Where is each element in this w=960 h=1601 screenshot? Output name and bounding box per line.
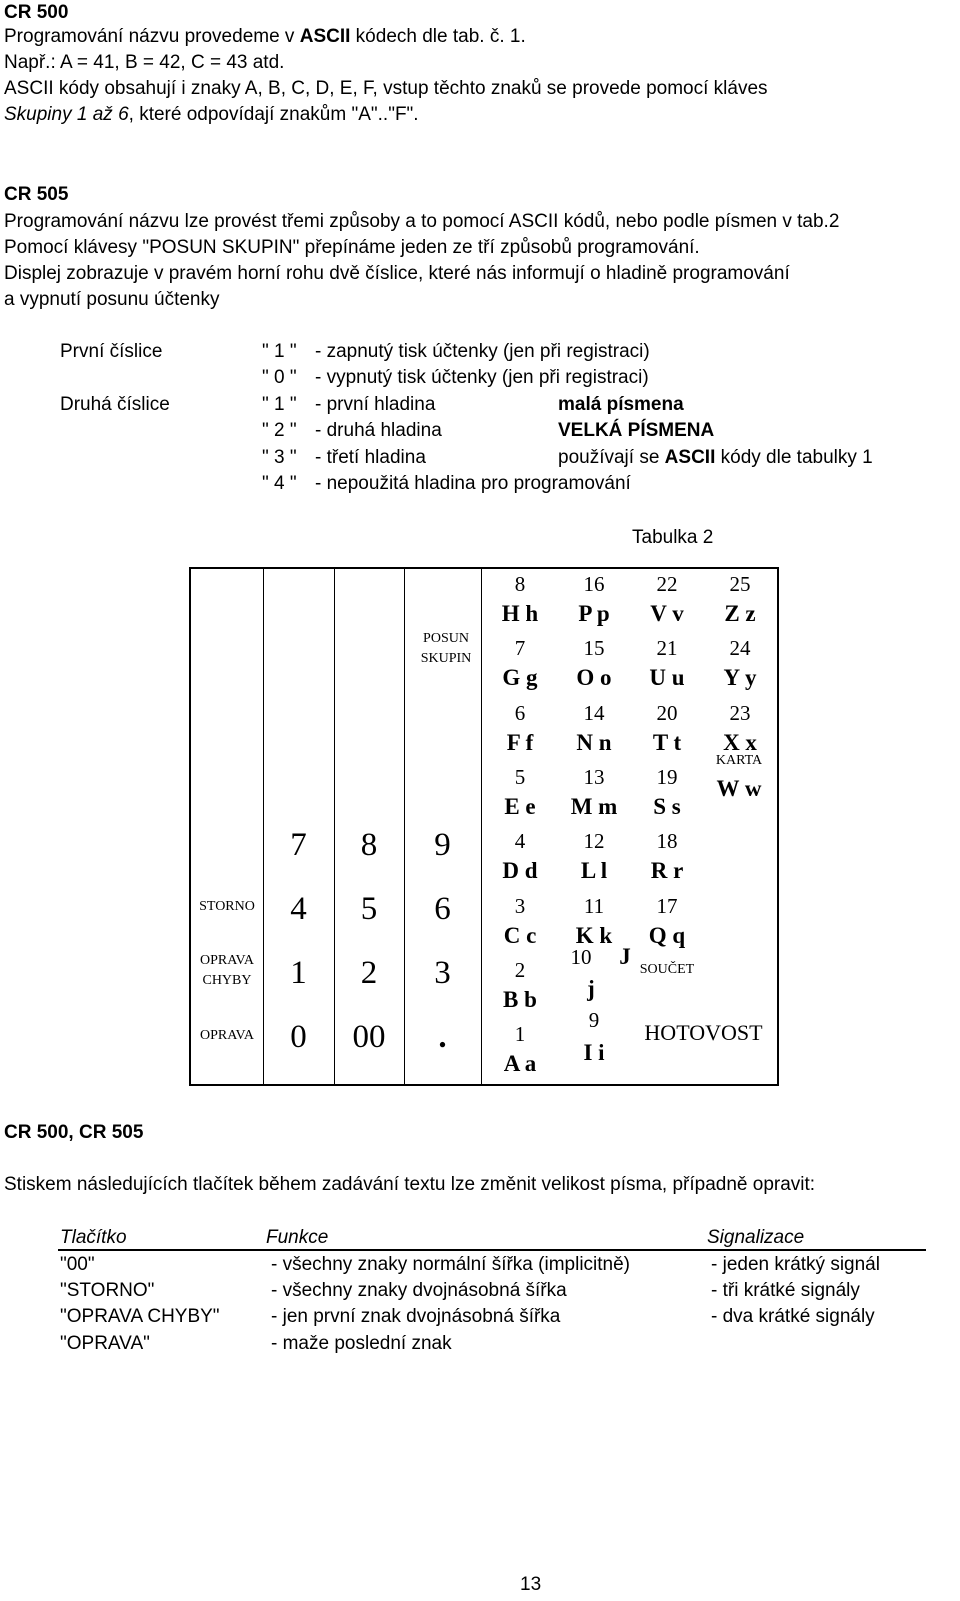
numpad-key-dot[interactable]: . bbox=[438, 1019, 447, 1055]
letter-key-letters[interactable]: C c bbox=[503, 922, 537, 948]
letter-key-number: 4 bbox=[514, 829, 526, 854]
letter-key-number: 3 bbox=[514, 893, 526, 918]
numpad-key-7[interactable]: 7 bbox=[290, 827, 307, 863]
letter-key-letters[interactable]: G g bbox=[502, 665, 538, 691]
column-header-button: Tlačítko bbox=[60, 1227, 127, 1248]
letter-key-letters[interactable]: D d bbox=[502, 858, 538, 884]
numpad-key-9[interactable]: 9 bbox=[434, 827, 451, 863]
digit-extra: VELKÁ PÍSMENA bbox=[558, 420, 715, 441]
numpad-key-0[interactable]: 0 bbox=[290, 1019, 307, 1055]
letter-key-letters[interactable]: Y y bbox=[723, 665, 757, 691]
letter-key-number: 13 bbox=[583, 764, 605, 789]
letter-key-number: 17 bbox=[656, 893, 678, 918]
table-cell: - tři krátké signály bbox=[711, 1280, 860, 1301]
letter-key-letters[interactable]: V v bbox=[650, 601, 684, 626]
letter-key-letters[interactable]: L l bbox=[580, 858, 608, 884]
letter-key-letters[interactable]: P p bbox=[578, 601, 610, 626]
letter-key-number: 8 bbox=[514, 572, 526, 596]
table-cell: - maže poslední znak bbox=[271, 1333, 452, 1354]
digit-code: " 0 " bbox=[262, 367, 297, 388]
letter-key-letters[interactable]: B b bbox=[503, 986, 537, 1012]
column-header-function: Funkce bbox=[266, 1227, 329, 1248]
text: ASCII bbox=[664, 447, 716, 468]
letter-key-letters[interactable]: R r bbox=[650, 858, 684, 884]
letter-key-number: 15 bbox=[583, 636, 605, 661]
letter-key-number: 6 bbox=[514, 700, 526, 725]
numpad-key-3[interactable]: 3 bbox=[434, 955, 451, 991]
numpad-key-1[interactable]: 1 bbox=[290, 955, 307, 991]
letter-key-letters[interactable]: Q q bbox=[648, 922, 686, 948]
text: používají se bbox=[558, 447, 665, 468]
numpad-key-00[interactable]: 00 bbox=[352, 1019, 386, 1055]
paragraph-line: Displej zobrazuje v pravém horní rohu dvě číslice, které nás informují o hladině programování bbox=[4, 263, 790, 284]
digit-code: " 1 " bbox=[262, 394, 297, 415]
table-caption: Tabulka 2 bbox=[632, 527, 714, 548]
text: kódech dle tab. č. 1. bbox=[350, 26, 526, 47]
section-heading-cr500: CR 500 bbox=[4, 2, 69, 23]
text: Programování názvu provedeme v bbox=[4, 26, 300, 47]
key-label: CHYBY bbox=[202, 973, 252, 988]
keyboard-layout-table bbox=[189, 567, 779, 1086]
letter-key-letters[interactable]: H h bbox=[501, 601, 539, 626]
key-label: SKUPIN bbox=[420, 651, 472, 666]
letter-key-9-number: 9 bbox=[588, 1008, 600, 1032]
numpad-key-6[interactable]: 6 bbox=[434, 891, 451, 927]
paragraph-line: a vypnutí posunu účtenky bbox=[4, 289, 220, 310]
paragraph-line: Programování názvu lze provést třemi způsoby a to pomocí ASCII kódů, nebo podle písmen v tab.2 bbox=[4, 211, 840, 232]
letter-key-10-number: 10 bbox=[570, 945, 592, 969]
section-heading-cr500-cr505: CR 500, CR 505 bbox=[4, 1122, 144, 1143]
table-cell: - všechny znaky dvojnásobná šířka bbox=[271, 1280, 567, 1301]
letter-key-number: 7 bbox=[514, 636, 526, 661]
letter-key-number: 12 bbox=[583, 829, 605, 854]
letter-key-letters[interactable]: T t bbox=[652, 729, 682, 755]
page-number: 13 bbox=[520, 1574, 542, 1595]
paragraph-line bbox=[4, 102, 419, 128]
letter-key-letters[interactable]: O o bbox=[576, 665, 612, 691]
letter-key-letters[interactable]: F f bbox=[506, 729, 534, 755]
numpad-key-8[interactable]: 8 bbox=[360, 827, 378, 863]
key-label: OPRAVA bbox=[200, 953, 254, 968]
digit-extra: malá písmena bbox=[558, 394, 684, 415]
section-heading-cr505: CR 505 bbox=[4, 184, 69, 205]
oprava-key[interactable]: OPRAVA bbox=[200, 1028, 254, 1043]
paragraph-line: ASCII kódy obsahují i znaky A, B, C, D, E, F, vstup těchto znaků se provede pomocí kláves bbox=[4, 78, 768, 99]
paragraph-line: Stiskem následujících tlačítek během zadávání textu lze změnit velikost písma, případně opravit: bbox=[4, 1174, 816, 1195]
table-cell: "OPRAVA" bbox=[60, 1333, 150, 1354]
letter-key-number: 21 bbox=[656, 636, 678, 661]
table-cell: "OPRAVA CHYBY" bbox=[60, 1306, 220, 1327]
oprava-chyby-key[interactable] bbox=[191, 951, 263, 991]
key-label: POSUN bbox=[423, 631, 469, 646]
letter-key-number: 22 bbox=[656, 572, 678, 596]
letter-key-number: 25 bbox=[729, 572, 751, 596]
letter-key-10-upper: J bbox=[619, 944, 631, 969]
letter-key-letters[interactable]: A a bbox=[503, 1051, 537, 1077]
letter-key-number: 23 bbox=[729, 700, 751, 725]
second-digit-label: Druhá číslice bbox=[60, 394, 170, 415]
letter-key-10-lower: j bbox=[587, 976, 595, 1001]
paragraph-line: Pomocí klávesy "POSUN SKUPIN" přepínáme jeden ze tří způsobů programování. bbox=[4, 237, 700, 258]
digit-desc: - druhá hladina bbox=[315, 420, 442, 441]
storno-key[interactable]: STORNO bbox=[199, 899, 255, 914]
table-cell: - všechny znaky normální šířka (implicitně) bbox=[271, 1254, 630, 1275]
letter-key-letters[interactable]: K k bbox=[575, 922, 613, 948]
digit-extra bbox=[558, 445, 873, 471]
letter-key-number: 14 bbox=[583, 700, 605, 725]
paragraph-line: Např.: A = 41, B = 42, C = 43 atd. bbox=[4, 52, 285, 73]
letter-key-letters[interactable]: N n bbox=[576, 729, 612, 755]
digit-code: " 1 " bbox=[262, 341, 297, 362]
letter-key-number: 11 bbox=[583, 893, 605, 918]
letter-key-letters[interactable]: X x bbox=[723, 729, 757, 755]
digit-desc: - nepoužitá hladina pro programování bbox=[315, 473, 631, 494]
column-divider bbox=[481, 569, 482, 1084]
text: kódy dle tabulky 1 bbox=[715, 447, 873, 468]
text: ASCII bbox=[299, 26, 351, 47]
digit-desc: - třetí hladina bbox=[315, 447, 426, 468]
table-cell: "00" bbox=[60, 1254, 95, 1275]
letter-key-number: 2 bbox=[514, 957, 526, 982]
letter-key-letters[interactable]: E e bbox=[504, 793, 536, 819]
soucet-key[interactable]: SOUČET bbox=[639, 962, 695, 977]
hotovost-key[interactable]: HOTOVOST bbox=[644, 1020, 763, 1045]
digit-code: " 2 " bbox=[262, 420, 297, 441]
karta-label: KARTA bbox=[715, 753, 763, 768]
numpad-key-4[interactable]: 4 bbox=[290, 891, 307, 927]
paragraph-line bbox=[4, 24, 526, 50]
digit-desc: - první hladina bbox=[315, 394, 436, 415]
numpad-key-5[interactable]: 5 bbox=[360, 891, 378, 927]
table-cell: - jen první znak dvojnásobná šířka bbox=[271, 1306, 561, 1327]
letter-key-number: 24 bbox=[729, 636, 751, 661]
first-digit-label: První číslice bbox=[60, 341, 163, 362]
letter-key-letters[interactable]: U u bbox=[649, 665, 685, 691]
letter-key-number: 19 bbox=[656, 764, 678, 789]
table-header-rule bbox=[58, 1249, 926, 1251]
table-cell: - jeden krátký signál bbox=[711, 1254, 880, 1275]
karta-letters: W w bbox=[716, 776, 762, 801]
letter-key-number: 5 bbox=[514, 764, 526, 789]
numpad-key-2[interactable]: 2 bbox=[360, 955, 378, 991]
letter-key-9-letters: I i bbox=[583, 1040, 605, 1065]
table-cell: - dva krátké signály bbox=[711, 1306, 875, 1327]
letter-key-number: 16 bbox=[583, 572, 605, 596]
letter-key-letters[interactable]: M m bbox=[570, 793, 618, 819]
digit-desc: - zapnutý tisk účtenky (jen při registraci) bbox=[315, 341, 650, 362]
letter-key-number: 20 bbox=[656, 700, 678, 725]
posun-skupin-key[interactable] bbox=[411, 629, 481, 669]
letter-key-letters[interactable]: S s bbox=[653, 793, 681, 819]
table-cell: "STORNO" bbox=[60, 1280, 155, 1301]
text: , které odpovídají znakům "A".."F". bbox=[128, 104, 419, 125]
column-header-signal: Signalizace bbox=[707, 1227, 805, 1248]
digit-code: " 3 " bbox=[262, 447, 297, 468]
letter-key-letters[interactable]: Z z bbox=[724, 601, 756, 626]
digit-desc: - vypnutý tisk účtenky (jen při registraci) bbox=[315, 367, 649, 388]
letter-key-number: 18 bbox=[656, 829, 678, 854]
text: Skupiny 1 až 6 bbox=[4, 104, 129, 125]
digit-code: " 4 " bbox=[262, 473, 297, 494]
letter-key-number: 1 bbox=[514, 1022, 526, 1047]
